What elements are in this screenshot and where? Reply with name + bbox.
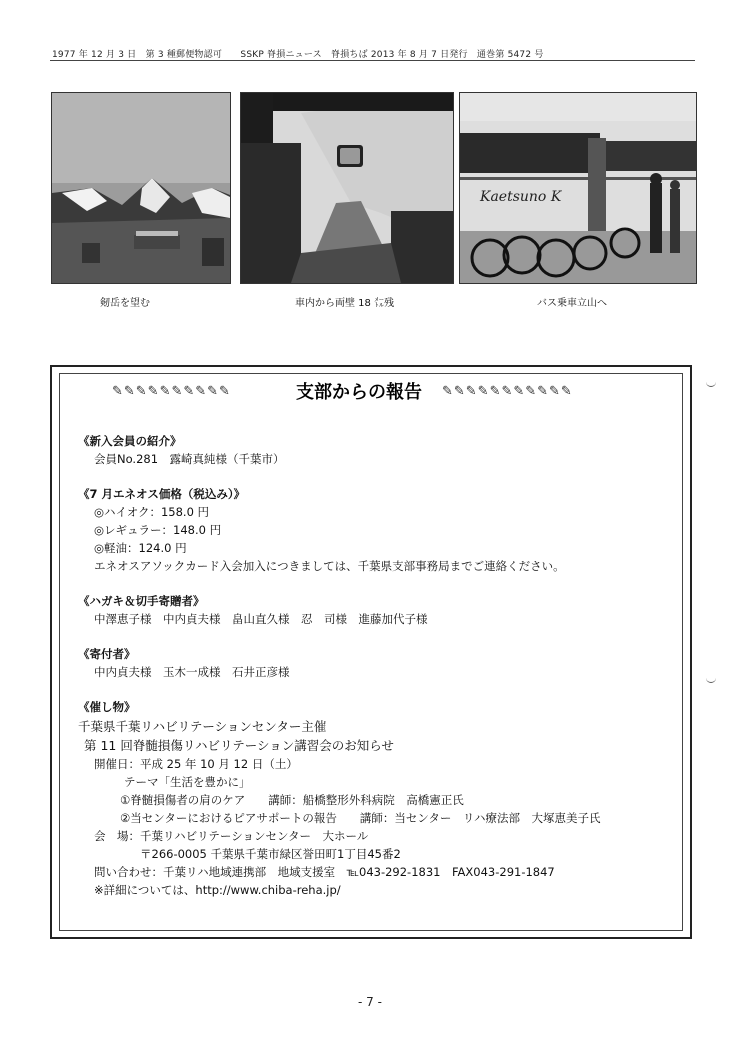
newsletter-header: 1977 年 12 月 3 日 第 3 種郵便物認可 SSKP 脊損ニュース 脊損ちば 2013 年 8 月 7 日発行 通巻第 5472 号 bbox=[52, 50, 544, 60]
new-members-heading: 《新入会員の紹介》 bbox=[78, 434, 182, 448]
bus-sign-text: Kaetsuno K bbox=[480, 189, 562, 205]
donors-heading: 《寄付者》 bbox=[78, 647, 136, 661]
event-heading: 《催し物》 bbox=[78, 700, 136, 714]
event-contact: 問い合わせ：千葉リハ地域連携部 地域支援室 ℡043-292-1831 FAX043-291-1847 bbox=[94, 865, 555, 879]
page-number: - 7 - bbox=[358, 995, 382, 1009]
photo-caption: 車内から両壁 18 ㍍残 bbox=[295, 298, 395, 309]
event-organizer: 千葉県千葉リハビリテーションセンター主催 bbox=[78, 719, 327, 734]
photo-caption: バス乗車立山へ bbox=[537, 298, 607, 309]
event-lecture-2: ②当センターにおけるピアサポートの報告 講師：当センター リハ療法部 大塚恵美子氏 bbox=[120, 811, 601, 825]
photo-bus-boarding bbox=[459, 92, 697, 284]
event-date: 開催日：平成 25 年 10 月 12 日（土） bbox=[94, 757, 298, 771]
event-theme: テーマ「生活を豊かに」 bbox=[124, 775, 251, 789]
pencil-decoration-right: ✎✎✎✎✎✎✎✎✎✎✎ bbox=[442, 384, 573, 399]
binding-mark bbox=[706, 676, 716, 683]
stamp-donors-heading: 《ハガキ＆切手寄贈者》 bbox=[78, 594, 205, 608]
header-rule bbox=[50, 60, 695, 61]
photo-snow-wall-from-bus bbox=[240, 92, 454, 284]
price-high-octane: ◎ハイオク：158.0 円 bbox=[94, 505, 210, 519]
eneos-price-heading: 《7 月エネオス価格（税込み）》 bbox=[78, 487, 246, 501]
binding-mark bbox=[706, 380, 716, 387]
event-details-url: ※詳細については、http://www.chiba-reha.jp/ bbox=[94, 883, 341, 897]
event-address: 〒266-0005 千葉県千葉市緑区誉田町1丁目45番2 bbox=[140, 847, 401, 861]
stamp-donors-list: 中澤恵子様 中内貞夫様 畠山直久様 忍 司様 進藤加代子様 bbox=[94, 612, 428, 626]
new-member-entry: 会員No.281 露崎真純様（千葉市） bbox=[94, 452, 285, 466]
price-regular: ◎レギュラー：148.0 円 bbox=[94, 523, 222, 537]
donors-list: 中内貞夫様 玉木一成様 石井正彦様 bbox=[94, 665, 290, 679]
event-venue: 会 場：千葉リハビリテーションセンター 大ホール bbox=[94, 829, 369, 843]
price-diesel: ◎軽油：124.0 円 bbox=[94, 541, 187, 555]
event-lecture-1: ①脊髄損傷者の肩のケア 講師：船橋整形外科病院 高橋憲正氏 bbox=[120, 793, 464, 807]
eneos-card-note: エネオスアソックカード入会加入につきましては、千葉県支部事務局までご連絡ください。 bbox=[94, 559, 565, 573]
event-title: 第 11 回脊髄損傷リハビリテーション講習会のお知らせ bbox=[84, 738, 394, 753]
pencil-decoration-left: ✎✎✎✎✎✎✎✎✎✎ bbox=[112, 384, 231, 399]
photo-caption: 剱岳を望む bbox=[100, 298, 150, 309]
photo-tsurugidake bbox=[51, 92, 231, 284]
report-title: 支部からの報告 bbox=[296, 382, 422, 403]
